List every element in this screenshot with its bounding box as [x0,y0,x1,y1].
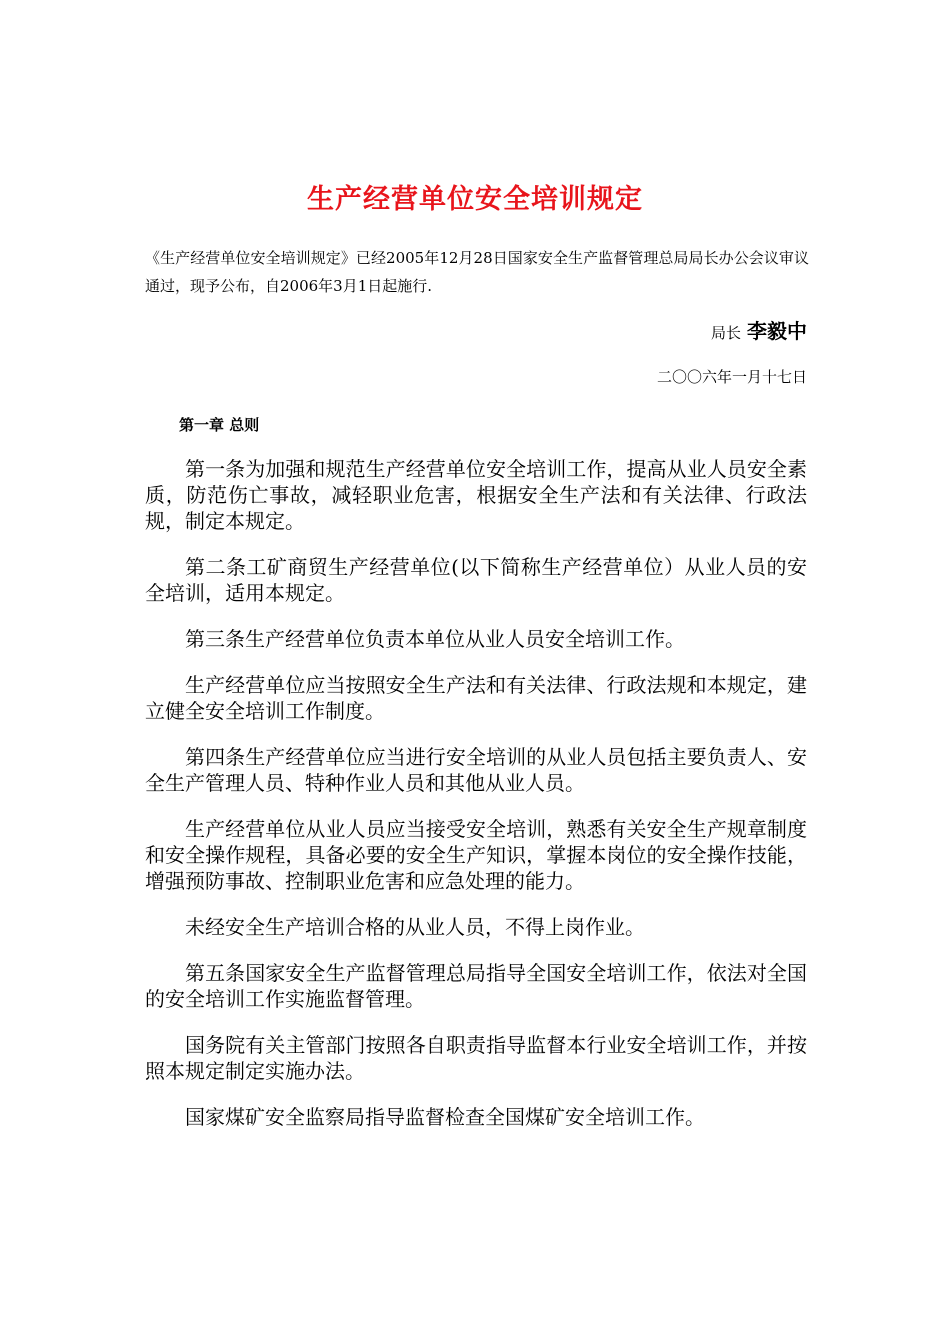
paragraph: 未经安全生产培训合格的从业人员，不得上岗作业。 [185,915,645,939]
paragraph: 第三条生产经营单位负责本单位从业人员安全培训工作。 [185,627,685,651]
document-title: 生产经营单位安全培训规定 [307,184,643,215]
paragraph: 第一条为加强和规范生产经营单位安全培训工作，提高从业人员安全素质，防范伤亡事故，减轻职业危害，根据安全生产法和有关法律、行政法规，制定本规定。 [145,457,807,533]
paragraph: 国务院有关主管部门按照各自职责指导监督本行业安全培训工作，并按照本规定制定实施办法。 [145,1033,807,1083]
chapter-heading: 第一章 总则 [179,416,260,434]
signature-line [711,315,807,344]
document-body [145,456,807,1150]
paragraph: 第二条工矿商贸生产经营单位(以下简称生产经营单位）从业人员的安全培训，适用本规定。 [145,555,807,605]
paragraph: 生产经营单位应当按照安全生产法和有关法律、行政法规和本规定，建立健全安全培训工作制度。 [145,673,807,723]
signer-name: 李毅中 [747,319,807,343]
signer-role: 局长 [710,324,741,342]
paragraph: 生产经营单位从业人员应当接受安全培训，熟悉有关安全生产规章制度和安全操作规程，具备必要的安全生产知识，掌握本岗位的安全操作技能，增强预防事故、控制职业危害和应急处理的能力。 [145,817,807,893]
issue-date: 二〇〇六年一月十七日 [656,368,807,386]
promulgation-notice: 《生产经营单位安全培训规定》已经2005年12月28日国家安全生产监督管理总局局长办公会议审议通过，现予公布，自2006年3月1日起施行. [145,249,809,295]
paragraph: 国家煤矿安全监察局指导监督检查全国煤矿安全培训工作。 [185,1105,705,1129]
paragraph: 第五条国家安全生产监督管理总局指导全国安全培训工作，依法对全国的安全培训工作实施监督管理。 [145,961,807,1011]
paragraph: 第四条生产经营单位应当进行安全培训的从业人员包括主要负责人、安全生产管理人员、特种作业人员和其他从业人员。 [145,745,807,795]
